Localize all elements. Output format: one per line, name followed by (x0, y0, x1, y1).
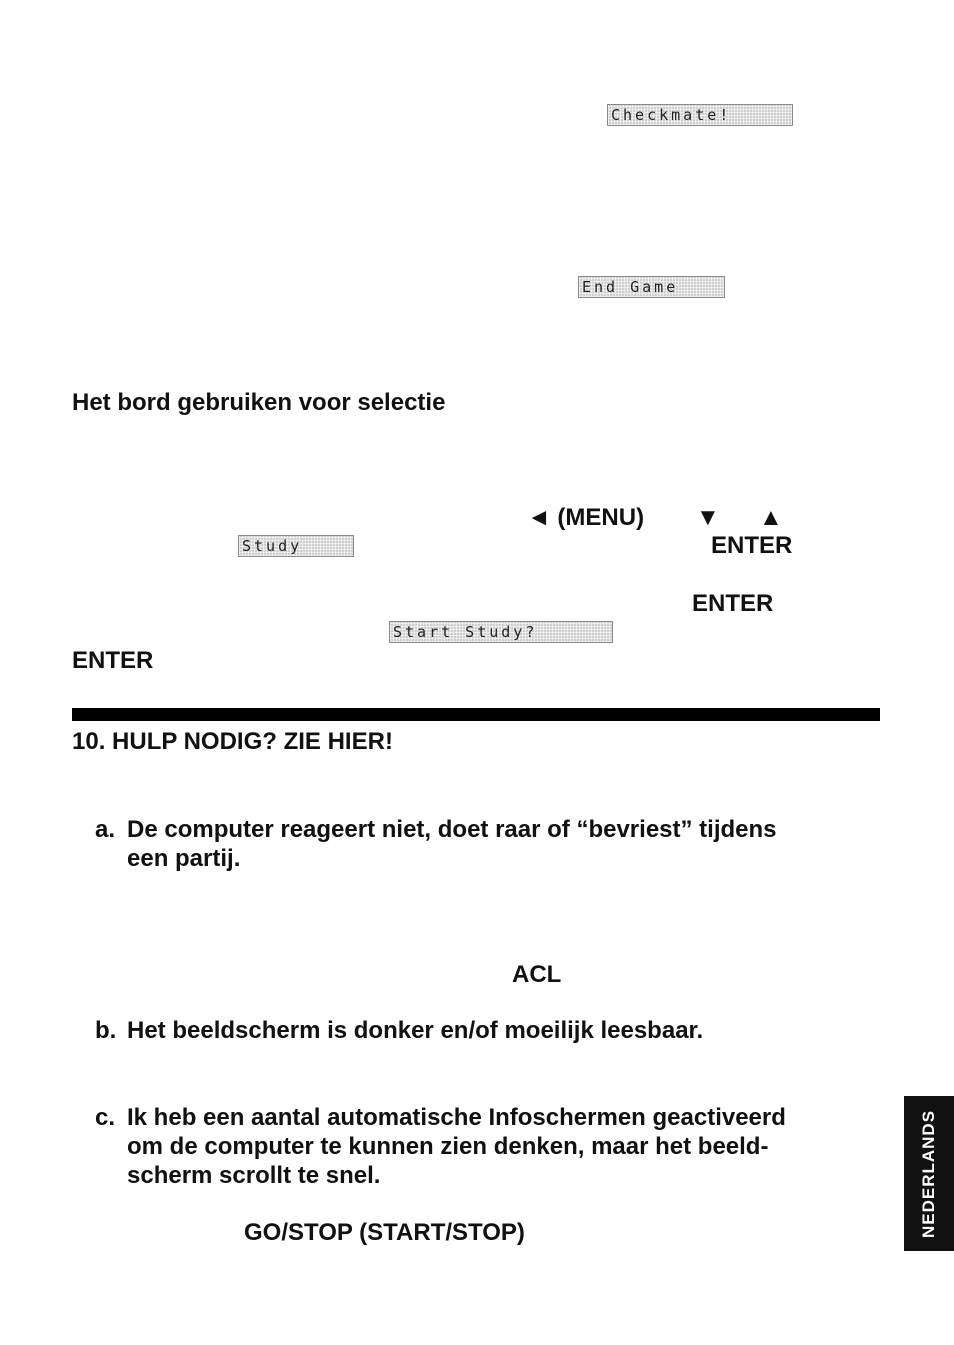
item-text-line: scherm scrollt te snel. (127, 1162, 381, 1189)
item-letter: a. (95, 816, 116, 843)
lcd-end-game-display: End Game (578, 276, 725, 298)
lcd-study-display: Study (238, 535, 354, 557)
up-arrow-icon: ▲ (759, 504, 783, 531)
item-text (127, 815, 777, 873)
side-tab-label: NEDERLANDS (919, 1109, 938, 1238)
enter-key-label: ENTER (692, 590, 774, 617)
down-arrow-icon: ▼ (696, 504, 720, 531)
item-text (127, 1103, 786, 1190)
lcd-start-study-display: Start Study? (389, 621, 613, 643)
item-letter: c. (95, 1104, 116, 1131)
item-text (127, 1016, 703, 1045)
chapter-title: 10. HULP NODIG? ZIE HIER! (72, 728, 393, 755)
help-item-c (95, 1103, 786, 1189)
item-text-line: Het beeldscherm is donker en/of moeilijk leesbaar. (127, 1017, 704, 1044)
item-text-line: Ik heb een aantal automatische Infoschermen geactiveerd (127, 1104, 786, 1131)
section-heading: Het bord gebruiken voor selectie (72, 389, 446, 416)
language-side-tab (904, 1096, 954, 1251)
enter-key-label: ENTER (72, 647, 154, 674)
gostop-key-label: GO/STOP (START/STOP) (244, 1219, 525, 1246)
help-item-a (95, 815, 777, 872)
acl-key-label: ACL (512, 961, 562, 988)
enter-key-label: ENTER (711, 532, 793, 559)
section-divider (72, 708, 880, 721)
menu-key-label: ◄ (MENU) (527, 504, 645, 531)
item-text-line: om de computer te kunnen zien denken, maar het beeld- (127, 1133, 769, 1160)
lcd-checkmate-display: Checkmate! (607, 104, 793, 126)
item-text-line: De computer reageert niet, doet raar of “bevriest” tijdens (127, 816, 777, 843)
item-text-line: een partij. (127, 845, 241, 872)
help-item-b (95, 1016, 704, 1045)
item-letter: b. (95, 1017, 117, 1044)
